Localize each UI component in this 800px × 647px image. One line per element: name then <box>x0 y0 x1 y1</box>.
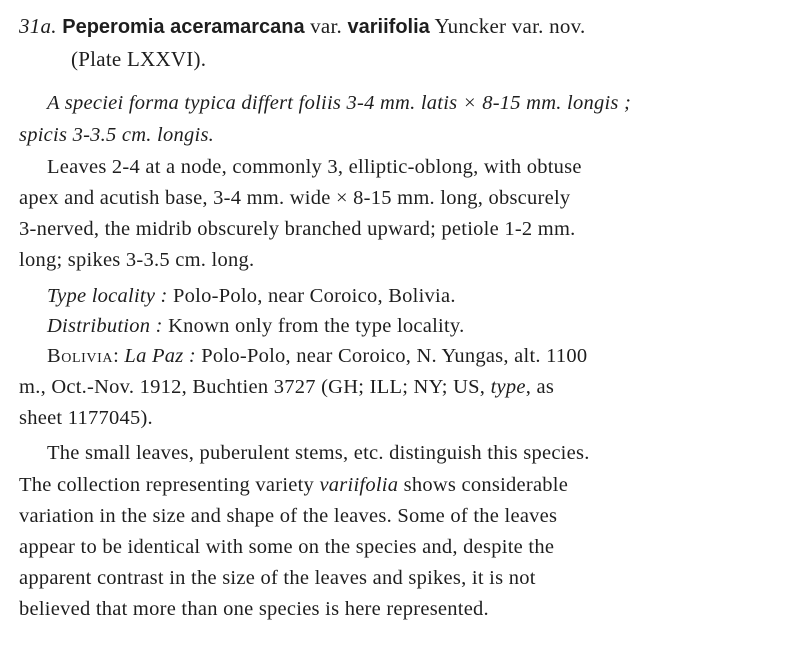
collection-text-end: , as <box>525 376 555 398</box>
discussion-line: apparent contrast in the size of the leaves and spikes, it is not <box>19 567 536 589</box>
distribution-label: Distribution : <box>47 315 163 337</box>
specimen-citation-line: sheet 1177045). <box>19 407 153 429</box>
variety-name: variifolia <box>347 16 430 38</box>
variety-name-italic: variifolia <box>319 474 399 496</box>
specimen-citation-line <box>47 343 587 369</box>
type-locality <box>47 283 456 309</box>
plate-reference: (Plate LXXVI). <box>71 47 207 71</box>
author-citation: Yuncker var. nov. <box>434 14 586 38</box>
variety-label: var. <box>310 14 343 38</box>
distribution <box>47 313 464 339</box>
type-designation: type <box>490 376 526 398</box>
species-heading <box>19 13 586 40</box>
species-number: 31a. <box>19 14 57 38</box>
discussion-line <box>19 472 568 498</box>
locality-text: Polo-Polo, near Coroico, N. Yungas, alt. 1100 <box>195 345 588 367</box>
description-line: long; spikes 3-3.5 cm. long. <box>19 249 255 271</box>
latin-diagnosis-line: A speciei forma typica differt foliis 3-4 mm. latis × 8-15 mm. longis ; <box>47 92 632 114</box>
discussion-text: The collection representing variety <box>19 474 320 496</box>
region-name: La Paz : <box>124 345 196 367</box>
discussion-text: shows considerable <box>398 474 569 496</box>
distribution-text: Known only from the type locality. <box>162 315 465 337</box>
description-line: apex and acutish base, 3-4 mm. wide × 8-15 mm. long, obscurely <box>19 187 571 209</box>
latin-diagnosis-line: spicis 3-3.5 cm. longis. <box>19 124 215 146</box>
country-name: Bolivia <box>47 345 114 367</box>
discussion-line: The small leaves, puberulent stems, etc. distinguish this species. <box>47 442 590 464</box>
collection-text: m., Oct.-Nov. 1912, Buchtien 3727 (GH; ILL; NY; US, <box>19 376 491 398</box>
species-name: Peperomia aceramarcana <box>62 16 305 38</box>
discussion-line: believed that more than one species is here represented. <box>19 598 489 620</box>
type-locality-text: Polo-Polo, near Coroico, Bolivia. <box>167 285 456 307</box>
description-line: Leaves 2-4 at a node, commonly 3, elliptic-oblong, with obtuse <box>47 156 582 178</box>
discussion-line: variation in the size and shape of the leaves. Some of the leaves <box>19 505 558 527</box>
description-line: 3-nerved, the midrib obscurely branched upward; petiole 1-2 mm. <box>19 218 576 240</box>
type-locality-label: Type locality : <box>47 285 168 307</box>
country-separator: : <box>113 345 125 367</box>
specimen-citation-line <box>19 374 554 400</box>
discussion-line: appear to be identical with some on the species and, despite the <box>19 536 555 558</box>
